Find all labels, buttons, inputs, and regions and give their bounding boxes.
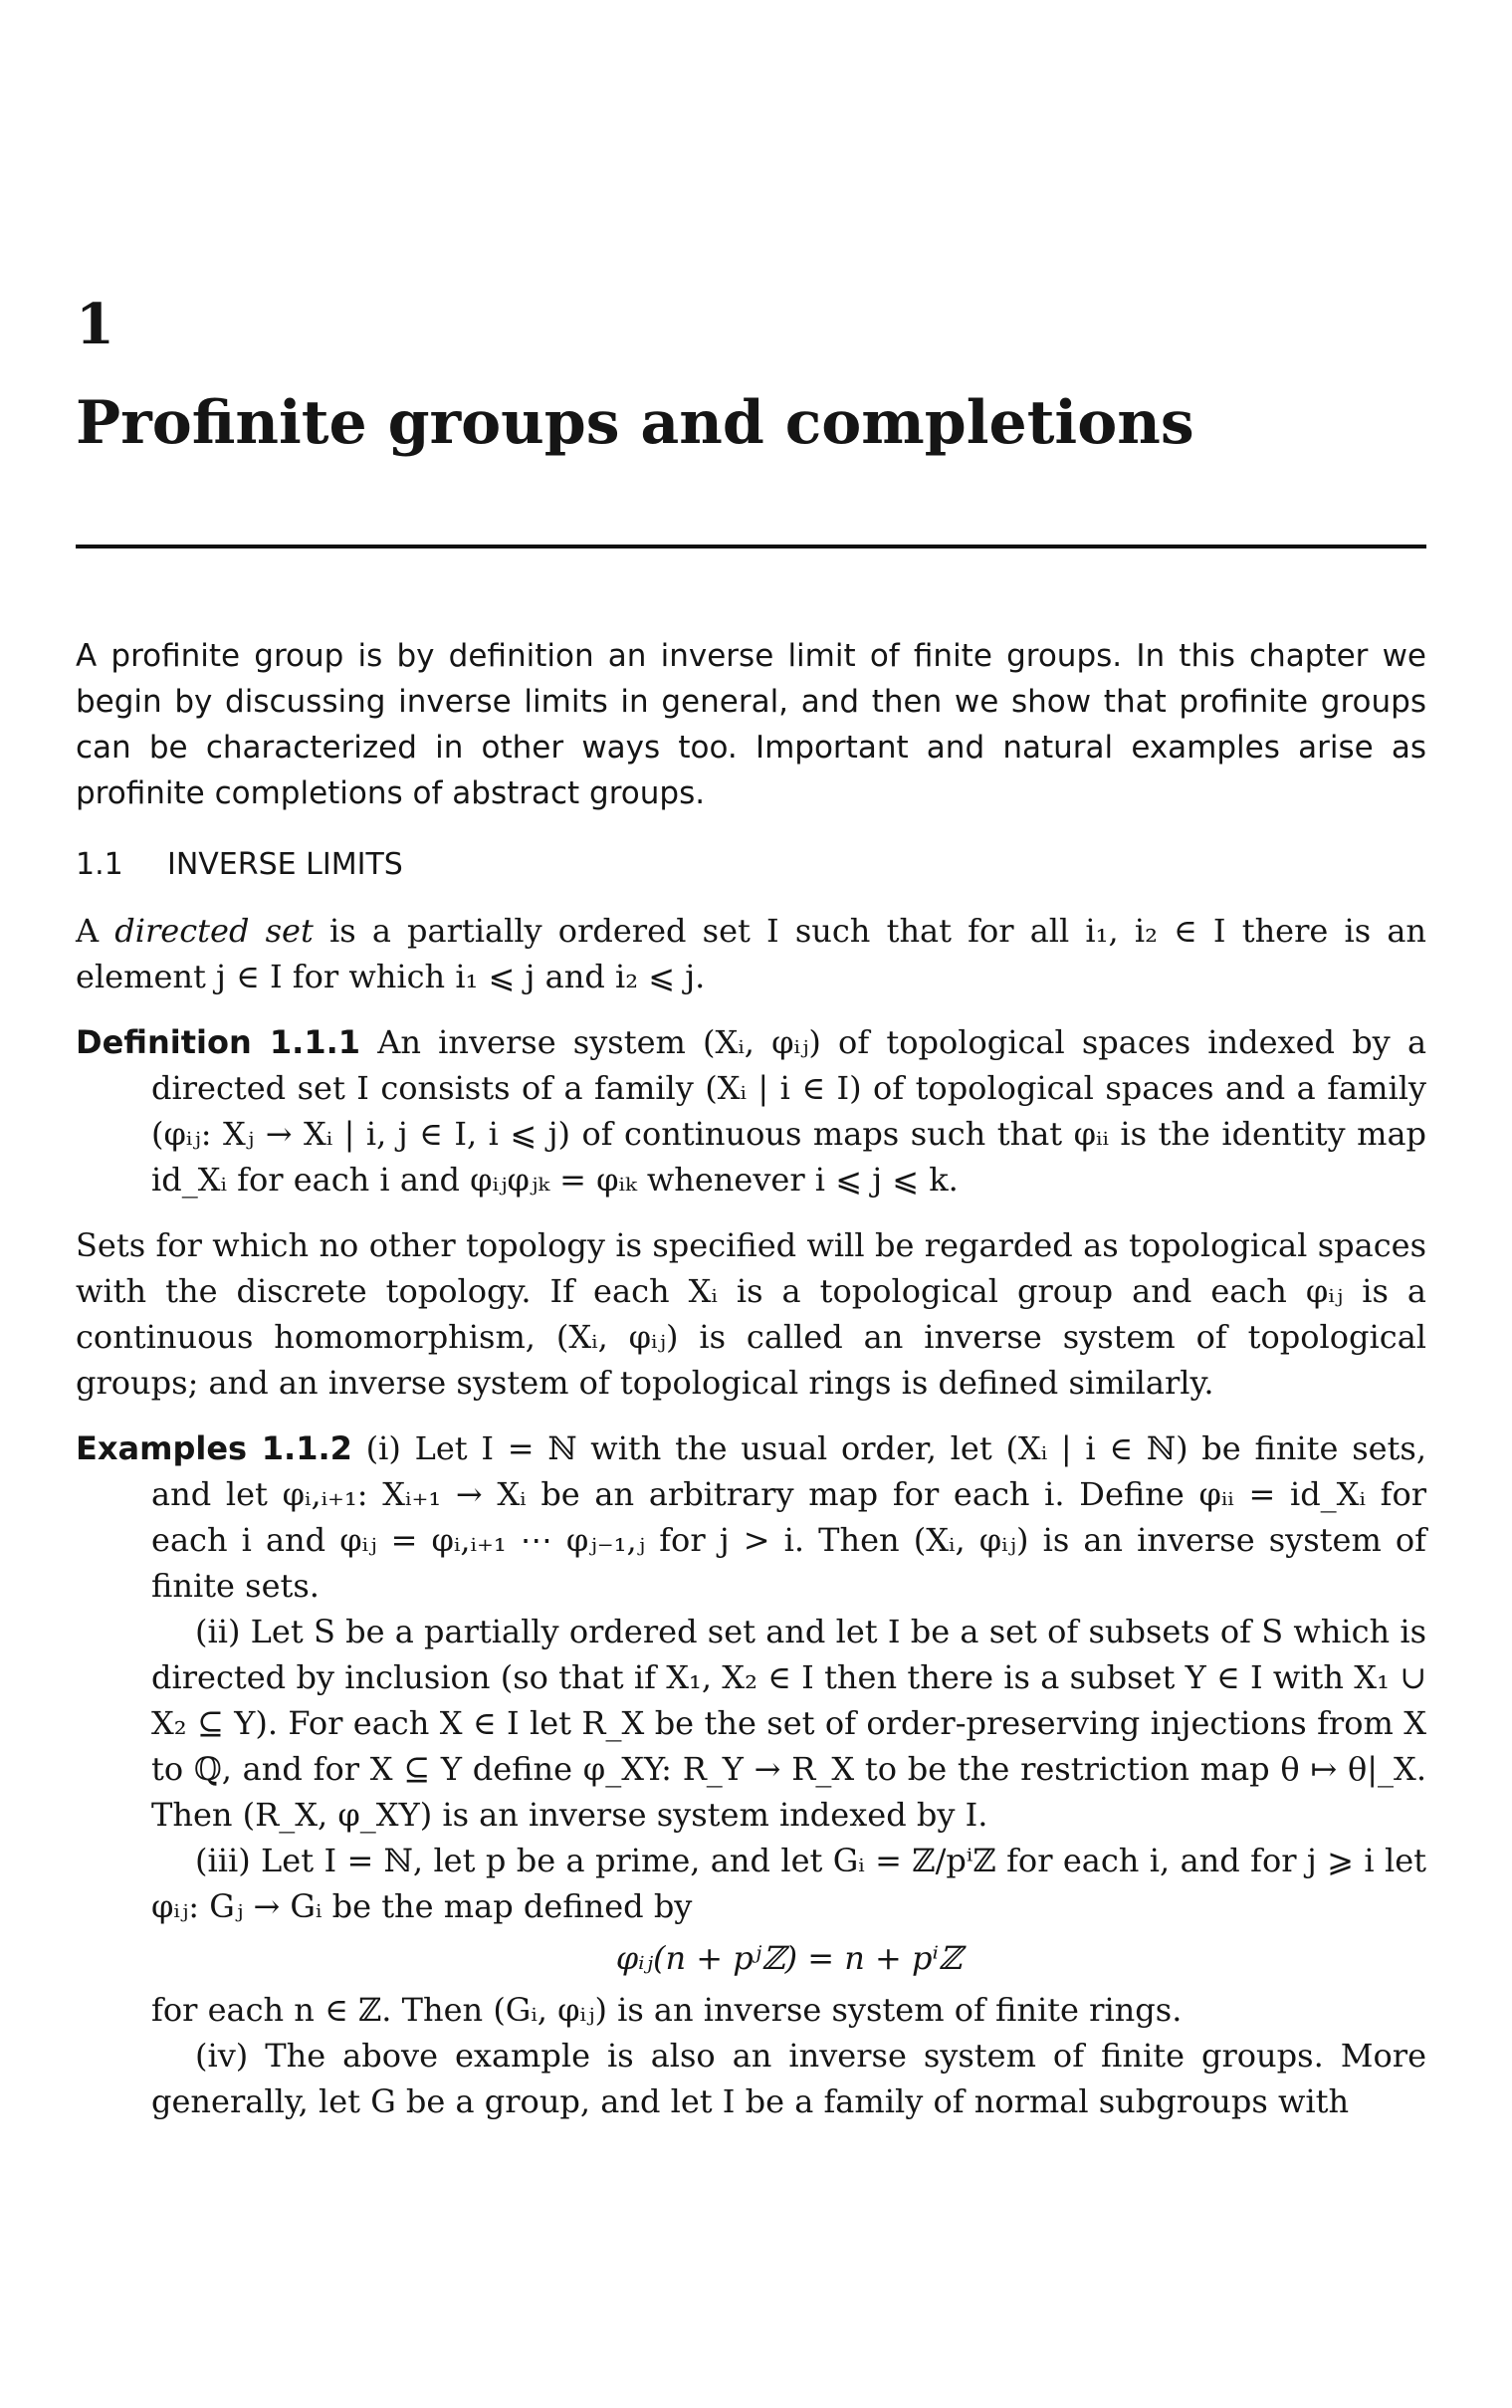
chapter-divider xyxy=(76,545,1426,548)
example-i: (i) Let I = ℕ with the usual order, let (Xᵢ | i ∈ ℕ) be finite sets, and let φᵢ,ᵢ₊₁: Xᵢ₊₁ → Xᵢ be an arbitrary map for each i. Define φᵢᵢ = id_Xᵢ for each i and φᵢⱼ = φᵢ,ᵢ₊₁ ⋯ φⱼ₋₁,ⱼ for j > i. Then (Xᵢ, φᵢⱼ) is an inverse system of finite sets. xyxy=(151,1429,1427,1605)
definition-text: An inverse system (Xᵢ, φᵢⱼ) of topological spaces indexed by a directed set I consists of a family (Xᵢ | i ∈ I) of topological spaces and a family (φᵢⱼ: Xⱼ → Xᵢ | i, j ∈ I, i ⩽ j) of continuous maps such that φᵢᵢ is the identity map id_Xᵢ for each i and φᵢⱼφⱼₖ = φᵢₖ whenever i ⩽ j ⩽ k. xyxy=(151,1023,1427,1199)
example-iv: (iv) The above example is also an inverse system of finite groups. More generally, let G be a group, and let I be a family of normal subgroups with xyxy=(151,2037,1426,2120)
page-body xyxy=(76,633,1426,2124)
section-heading xyxy=(76,842,1426,888)
example-ii: (ii) Let S be a partially ordered set and let I be a set of subsets of S which is directed by inclusion (so that if X₁, X₂ ∈ I then there is a subset Y ∈ I with X₁ ∪ X₂ ⊆ Y). For each X ∈ I let R_X be the set of order-preserving injections from X to ℚ, and for X ⊆ Y define φ_XY: R_Y → R_X to be the restriction map θ ↦ θ|_X. Then (R_X, φ_XY) is an inverse system indexed by I. xyxy=(151,1613,1426,1834)
intro-paragraph: A profinite group is by definition an inverse limit of finite groups. In this chapter we begin by discussing inverse limits in general, and then we show that profinite groups can be characterized in other ways too. Important and natural examples arise as profinite completions of abstract groups. xyxy=(76,638,1426,811)
directed-set-prefix: A xyxy=(76,912,100,950)
example-iii-formula: φᵢⱼ(n + pʲℤ) = n + pⁱℤ xyxy=(615,1939,963,1977)
definition-label: Definition 1.1.1 xyxy=(76,1023,361,1061)
definition-1-1-1 xyxy=(76,1019,1426,1203)
directed-set-paragraph xyxy=(76,908,1426,999)
directed-set-term: directed set xyxy=(114,912,314,950)
examples-label: Examples 1.1.2 xyxy=(76,1429,352,1467)
directed-set-rest: is a partially ordered set I such that for all i₁, i₂ ∈ I there is an element j ∈ I for which i₁ ⩽ j and i₂ ⩽ j. xyxy=(76,912,1427,995)
chapter-title: Profinite groups and completions xyxy=(76,388,1194,458)
examples-1-1-2 xyxy=(76,1425,1426,1609)
sets-paragraph: Sets for which no other topology is specified will be regarded as topological spaces with the discrete topology. If each Xᵢ is a topological group and each φᵢⱼ is a continuous homomorphism, (Xᵢ, φᵢⱼ) is called an inverse system of topological groups; and an inverse system of topological rings is defined similarly. xyxy=(76,1226,1426,1402)
example-iii-conclusion: for each n ∈ ℤ. Then (Gᵢ, φᵢⱼ) is an inverse system of finite rings. xyxy=(151,1991,1183,2029)
book-page xyxy=(76,0,1429,2408)
example-iii: (iii) Let I = ℕ, let p be a prime, and let Gᵢ = ℤ/pⁱℤ for each i, and for j ⩾ i let φᵢⱼ: Gⱼ → Gᵢ be the map defined by xyxy=(151,1842,1426,1925)
section-title: INVERSE LIMITS xyxy=(167,847,403,882)
chapter-number: 1 xyxy=(76,292,114,357)
section-number: 1.1 xyxy=(76,847,123,882)
